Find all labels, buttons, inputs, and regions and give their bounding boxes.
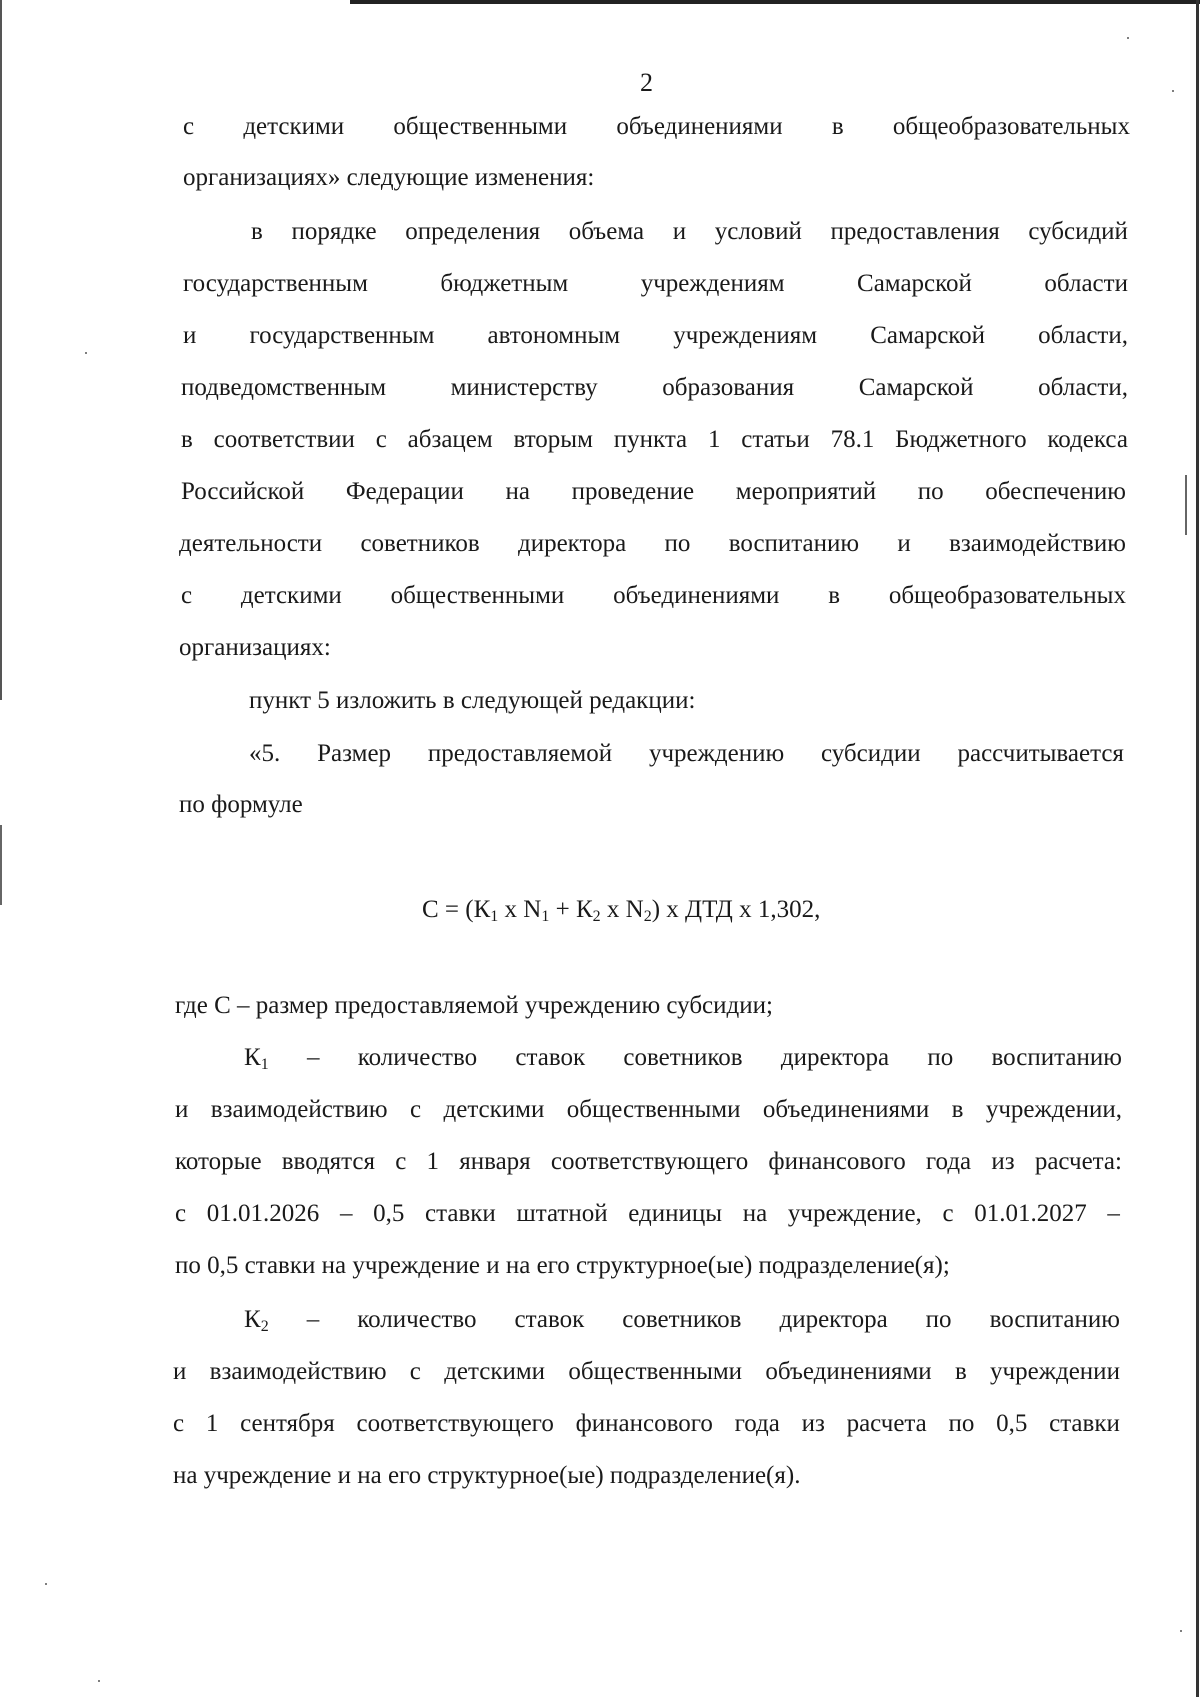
- page-number: 2: [640, 68, 653, 97]
- word: предоставления: [830, 218, 1000, 245]
- word: и: [173, 1358, 187, 1385]
- word: учреждениям: [673, 322, 818, 349]
- word: субсидии: [821, 740, 921, 767]
- word: учреждение,: [787, 1200, 922, 1227]
- word: Самарской: [857, 270, 972, 297]
- word: объединениями: [616, 113, 783, 140]
- word: проведение: [571, 478, 695, 505]
- word: рассчитывается: [957, 740, 1124, 767]
- word: 01.01.2027: [974, 1200, 1087, 1227]
- k1-definition: [244, 1043, 1122, 1073]
- word: ставки: [425, 1200, 496, 1227]
- word: которые: [175, 1148, 262, 1175]
- word: января: [459, 1148, 531, 1175]
- word: взаимодействию: [209, 1358, 387, 1385]
- word: в: [181, 426, 193, 453]
- word: и: [897, 530, 911, 557]
- word: Самарской: [858, 374, 974, 401]
- scan-dot: [45, 1583, 47, 1585]
- word: 1: [707, 426, 721, 453]
- text-line: [183, 269, 1128, 299]
- word: учреждении,: [985, 1096, 1122, 1123]
- word: детскими: [443, 1096, 545, 1123]
- word: обеспечению: [985, 478, 1126, 505]
- formula: $С = (К_1$ х $N_1 + К_2$ х $N_2$) х ДТД х 1,302,: [422, 896, 821, 925]
- word: общественными: [568, 1358, 743, 1385]
- word: порядке: [291, 218, 377, 245]
- word: учреждении: [990, 1358, 1120, 1385]
- word: финансового: [575, 1410, 713, 1437]
- word: Бюджетного: [895, 426, 1027, 453]
- word: воспитанию: [991, 1044, 1122, 1071]
- word: ставок: [514, 1306, 585, 1333]
- word: расчета:: [1034, 1148, 1122, 1175]
- word: с: [942, 1200, 954, 1227]
- word: в: [951, 1096, 964, 1123]
- word: штатной: [516, 1200, 608, 1227]
- word: по: [948, 1410, 975, 1437]
- text-line: [181, 373, 1128, 403]
- text-line: [181, 581, 1126, 611]
- word: из: [991, 1148, 1015, 1175]
- word: расчета: [846, 1410, 927, 1437]
- word: общественными: [390, 582, 565, 609]
- word: объединениями: [765, 1358, 932, 1385]
- word: сентября: [240, 1410, 335, 1437]
- word: взаимодействию: [210, 1096, 388, 1123]
- scan-dot: [1172, 90, 1174, 92]
- scan-dot: [98, 1680, 100, 1682]
- word: образования: [662, 374, 795, 401]
- scan-dot: [1180, 1630, 1182, 1632]
- k2-definition: [244, 1305, 1120, 1335]
- word: с: [410, 1096, 422, 1123]
- word: бюджетным: [440, 270, 569, 297]
- word: мероприятий: [735, 478, 877, 505]
- word: в: [954, 1358, 967, 1385]
- text-line: [173, 1409, 1120, 1439]
- word: из: [801, 1410, 825, 1437]
- scan-dot: [85, 352, 87, 354]
- word: по: [664, 530, 691, 557]
- word: с: [181, 582, 193, 609]
- word: детскими: [240, 582, 342, 609]
- word: и: [672, 218, 687, 245]
- word: соответствии: [213, 426, 355, 453]
- word: области,: [1038, 322, 1128, 349]
- word: статьи: [741, 426, 810, 453]
- word: «5.: [249, 740, 281, 767]
- text-line: [173, 1357, 1120, 1387]
- word: области: [1044, 270, 1128, 297]
- word: субсидий: [1028, 218, 1128, 245]
- word: с: [395, 1148, 407, 1175]
- word: с: [183, 113, 195, 140]
- word: –: [1107, 1200, 1120, 1227]
- word: общеобразовательных: [888, 582, 1126, 609]
- text-line: пункт 5 изложить в следующей редакции:: [249, 687, 696, 714]
- word: 78.1: [830, 426, 875, 453]
- word: пункта: [613, 426, 688, 453]
- word: вторым: [513, 426, 593, 453]
- text-line: [175, 1095, 1122, 1125]
- word: финансового: [768, 1148, 906, 1175]
- word: учреждениям: [640, 270, 785, 297]
- text-line: по формуле: [179, 791, 303, 818]
- word: воспитанию: [728, 530, 860, 557]
- word: объема: [568, 218, 645, 245]
- word: в: [828, 582, 841, 609]
- word: по: [917, 478, 944, 505]
- word: Федерации: [345, 478, 464, 505]
- word: 0,5: [996, 1410, 1028, 1437]
- word: –: [339, 1200, 353, 1227]
- word: по: [927, 1044, 954, 1071]
- word: 1: [205, 1410, 219, 1437]
- word: соответствующего: [550, 1148, 749, 1175]
- word: с: [375, 426, 387, 453]
- text-line: [175, 1147, 1122, 1177]
- word: определения: [405, 218, 541, 245]
- word: государственным: [183, 270, 368, 297]
- word: –: [306, 1044, 320, 1071]
- word: взаимодействию: [949, 530, 1126, 557]
- word: государственным: [249, 322, 435, 349]
- scan-mark: [0, 825, 2, 905]
- scan-edge-left: [0, 0, 2, 700]
- word: общеобразовательных: [892, 113, 1130, 140]
- scan-mark: [1185, 475, 1187, 535]
- word: условий: [714, 218, 802, 245]
- coefficient-symbol: $К_1$: [244, 1044, 269, 1073]
- word: объединениями: [762, 1096, 930, 1123]
- word: Российской: [181, 478, 305, 505]
- word: соответствующего: [356, 1410, 554, 1437]
- word: ставок: [515, 1044, 586, 1071]
- word: и: [183, 322, 197, 349]
- text-line: [251, 217, 1128, 247]
- text-line: [181, 477, 1126, 507]
- word: учреждению: [648, 740, 785, 767]
- word: подведомственным: [181, 374, 387, 401]
- text-line: на учреждение и на его структурное(ые) подразделение(я).: [173, 1462, 801, 1489]
- text-line: по 0,5 ставки на учреждение и на его структурное(ые) подразделение(я);: [175, 1252, 950, 1279]
- coefficient-symbol: $К_2$: [244, 1306, 269, 1335]
- word: 0,5: [373, 1200, 405, 1227]
- word: Размер: [317, 740, 392, 767]
- word: с: [175, 1200, 187, 1227]
- word: на: [505, 478, 531, 505]
- word: абзацем: [407, 426, 493, 453]
- text-line: организациях:: [179, 634, 331, 661]
- word: советников: [360, 530, 480, 557]
- word: количество: [357, 1306, 477, 1333]
- word: деятельности: [179, 530, 323, 557]
- text-line: [249, 739, 1124, 769]
- text-line: [179, 529, 1126, 559]
- word: директора: [780, 1044, 890, 1071]
- word: единицы: [628, 1200, 723, 1227]
- word: общественными: [566, 1096, 741, 1123]
- word: воспитанию: [989, 1306, 1120, 1333]
- text-line: [183, 321, 1128, 351]
- scan-edge-right: [1196, 0, 1199, 1697]
- word: и: [175, 1096, 189, 1123]
- word: на: [742, 1200, 768, 1227]
- word: –: [306, 1306, 320, 1333]
- word: года: [734, 1410, 780, 1437]
- word: в: [831, 113, 844, 140]
- word: области,: [1038, 374, 1128, 401]
- word: кодекса: [1047, 426, 1128, 453]
- word: Самарской: [870, 322, 986, 349]
- word: автономным: [487, 322, 621, 349]
- word: министерству: [450, 374, 598, 401]
- word: количество: [357, 1044, 478, 1071]
- word: с: [409, 1358, 421, 1385]
- text-line: [175, 1199, 1120, 1229]
- scan-edge-top: [350, 0, 1200, 4]
- scan-dot: [1127, 37, 1129, 39]
- word: года: [925, 1148, 972, 1175]
- word: советников: [622, 1306, 742, 1333]
- word: 1: [426, 1148, 440, 1175]
- word: 01.01.2026: [206, 1200, 320, 1227]
- word: в: [251, 218, 263, 245]
- word: детскими: [243, 113, 345, 140]
- word: объединениями: [613, 582, 780, 609]
- word: ставки: [1049, 1410, 1120, 1437]
- word: общественными: [393, 113, 568, 140]
- word: вводятся: [281, 1148, 376, 1175]
- text-line: [183, 112, 1130, 142]
- word: предоставляемой: [427, 740, 613, 767]
- word: директора: [517, 530, 627, 557]
- word: советников: [623, 1044, 743, 1071]
- word: директора: [779, 1306, 888, 1333]
- text-line: [181, 425, 1128, 455]
- word: с: [173, 1410, 185, 1437]
- text-line: организациях» следующие изменения:: [183, 164, 595, 191]
- word: детскими: [444, 1358, 546, 1385]
- text-line: где С – размер предоставляемой учреждению субсидии;: [175, 992, 773, 1019]
- word: по: [925, 1306, 952, 1333]
